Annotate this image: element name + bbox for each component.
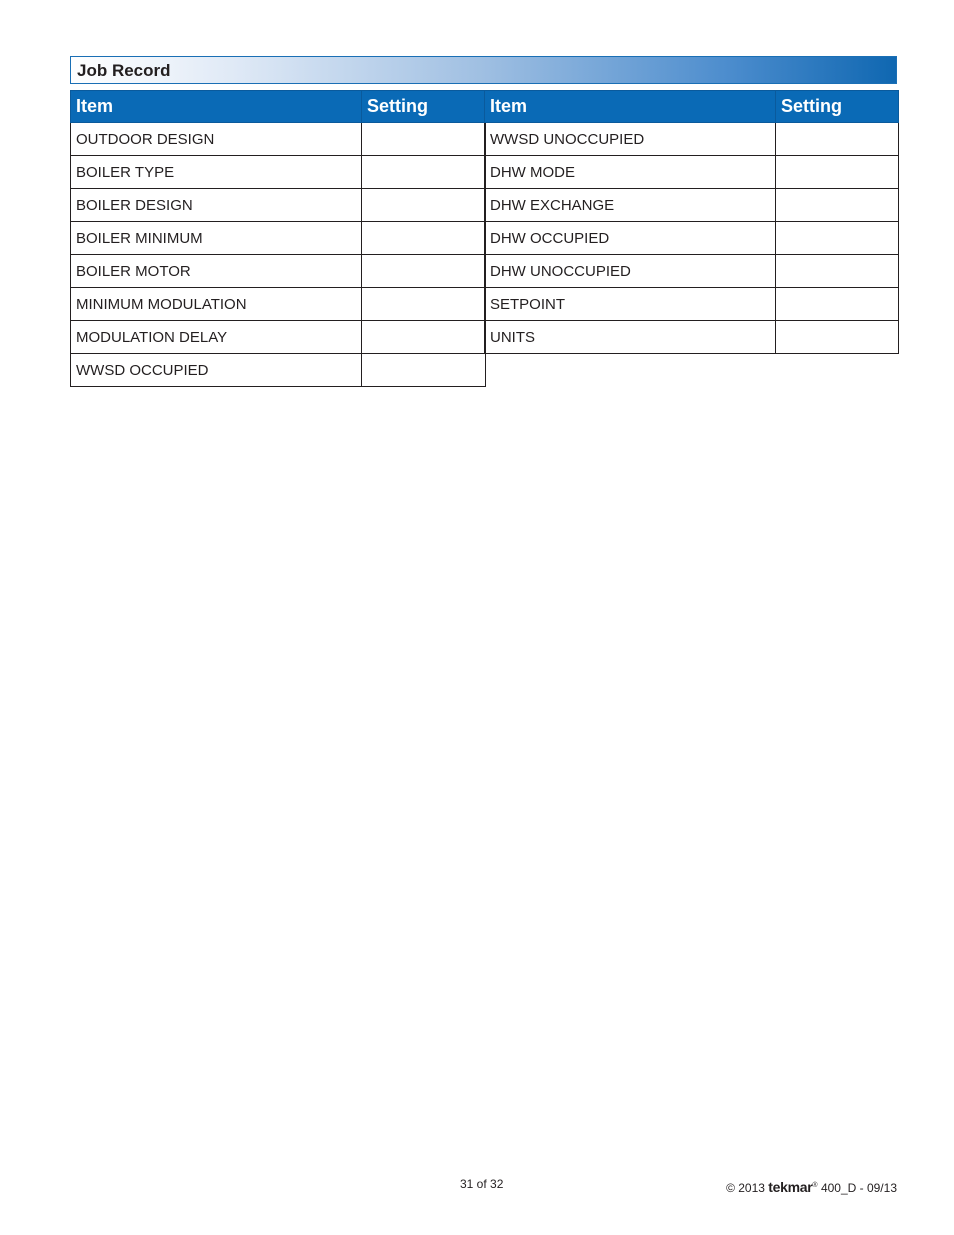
section-title: Job Record [77, 61, 171, 80]
setting-cell [776, 189, 899, 222]
setting-cell [776, 222, 899, 255]
footer-info [726, 1179, 897, 1195]
setting-cell [776, 288, 899, 321]
item-cell: MINIMUM MODULATION [71, 288, 362, 321]
item-cell: BOILER MINIMUM [71, 222, 362, 255]
setting-cell [362, 189, 486, 222]
table-row [71, 156, 486, 189]
table-row [485, 288, 899, 321]
table-row [485, 123, 899, 156]
item-cell: WWSD OCCUPIED [71, 354, 362, 387]
item-cell: DHW OCCUPIED [485, 222, 776, 255]
item-cell: DHW MODE [485, 156, 776, 189]
registered-mark: ® [812, 1182, 818, 1189]
setting-cell [776, 123, 899, 156]
table-row [485, 321, 899, 354]
job-record-table-right [484, 90, 899, 354]
table-body-left [71, 123, 486, 387]
item-cell: UNITS [485, 321, 776, 354]
item-cell: OUTDOOR DESIGN [71, 123, 362, 156]
setting-cell [362, 156, 486, 189]
setting-cell [362, 354, 486, 387]
table-row [71, 123, 486, 156]
document-code: 400_D - 09/13 [820, 1181, 897, 1195]
setting-cell [776, 156, 899, 189]
brand-logo: tekmar [768, 1179, 813, 1195]
setting-cell [362, 288, 486, 321]
setting-cell [362, 321, 486, 354]
table-row [71, 222, 486, 255]
setting-cell [362, 255, 486, 288]
item-cell: BOILER MOTOR [71, 255, 362, 288]
item-cell: BOILER DESIGN [71, 189, 362, 222]
column-header-setting: Setting [362, 91, 486, 123]
setting-cell [362, 123, 486, 156]
copyright-text: © 2013 [726, 1181, 765, 1195]
table-row [71, 321, 486, 354]
table-row [71, 189, 486, 222]
item-cell: SETPOINT [485, 288, 776, 321]
column-header-item: Item [485, 91, 776, 123]
setting-cell [776, 321, 899, 354]
page-number: 31 of 32 [460, 1177, 504, 1191]
item-cell: MODULATION DELAY [71, 321, 362, 354]
setting-cell [776, 255, 899, 288]
table-row [485, 189, 899, 222]
column-header-setting: Setting [776, 91, 899, 123]
job-record-table-left [70, 90, 486, 387]
item-cell: DHW EXCHANGE [485, 189, 776, 222]
table-row [71, 255, 486, 288]
item-cell: DHW UNOCCUPIED [485, 255, 776, 288]
item-cell: WWSD UNOCCUPIED [485, 123, 776, 156]
item-cell: BOILER TYPE [71, 156, 362, 189]
section-banner [70, 56, 897, 84]
table-header-row [71, 91, 486, 123]
table-header-row [485, 91, 899, 123]
table-row [71, 354, 486, 387]
table-row [485, 156, 899, 189]
setting-cell [362, 222, 486, 255]
table-row [485, 255, 899, 288]
table-body-right [485, 123, 899, 354]
table-row [71, 288, 486, 321]
column-header-item: Item [71, 91, 362, 123]
table-row [485, 222, 899, 255]
